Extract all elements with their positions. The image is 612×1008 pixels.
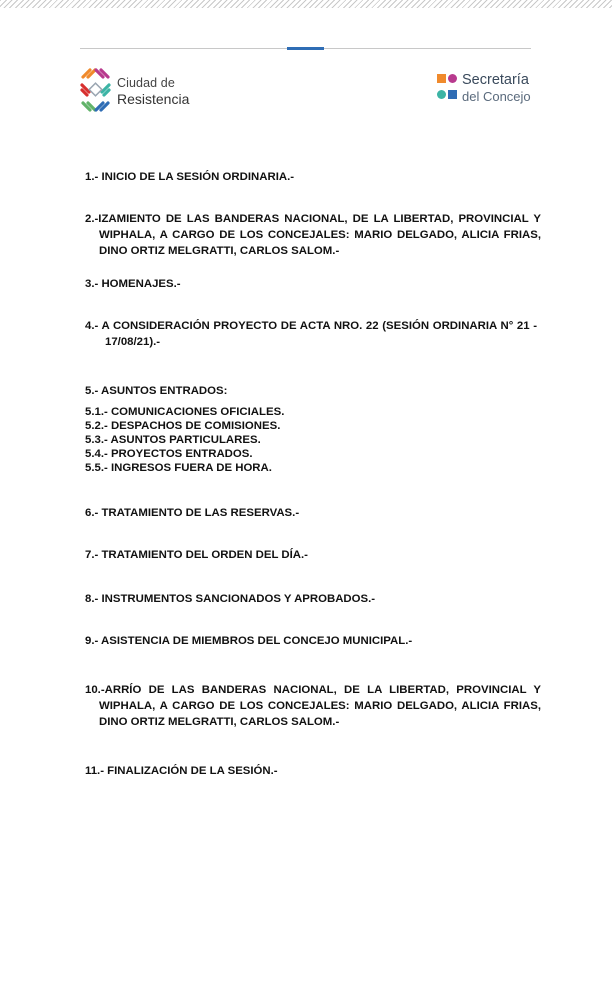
secretaria-del-concejo-logo	[436, 72, 536, 108]
ciudad-logo-line2: Resistencia	[117, 91, 190, 107]
agenda-item-11: 11.- FINALIZACIÓN DE LA SESIÓN.-	[85, 765, 278, 777]
ciudad-de-resistencia-logo	[80, 68, 200, 114]
secretaria-logo-mark-icon	[436, 72, 458, 106]
agenda-subitem-5-5: 5.5.- INGRESOS FUERA DE HORA.	[85, 462, 272, 474]
agenda-subitem-5-3: 5.3.- ASUNTOS PARTICULARES.	[85, 434, 261, 446]
agenda-item-8: 8.- INSTRUMENTOS SANCIONADOS Y APROBADOS.-	[85, 593, 376, 605]
ciudad-logo-mark-icon	[80, 68, 111, 112]
agenda-item-1: 1.- INICIO DE LA SESIÓN ORDINARIA.-	[85, 171, 295, 183]
header-rule-accent	[287, 47, 324, 50]
secretaria-logo-line2: del Concejo	[462, 89, 531, 104]
agenda-item-6: 6.- TRATAMIENTO DE LAS RESERVAS.-	[85, 507, 300, 519]
secretaria-logo-line1: Secretaría	[462, 72, 529, 88]
agenda-item-3: 3.- HOMENAJES.-	[85, 278, 181, 290]
agenda-item-9: 9.- ASISTENCIA DE MIEMBROS DEL CONCEJO MUNICIPAL.-	[85, 635, 413, 647]
ciudad-logo-line1: Ciudad de	[117, 76, 175, 90]
agenda-item-4: 4.- A CONSIDERACIÓN PROYECTO DE ACTA NRO. 22 (SESIÓN ORDINARIA N° 21 - 17/08/21).-	[85, 320, 537, 348]
agenda-item-2: 2.-IZAMIENTO DE LAS BANDERAS NACIONAL, DE LA LIBERTAD, PROVINCIAL Y WIPHALA, A CARGO DE LOS CONCEJALES: MARIO DELGADO, ALICIA FRIAS, DINO ORTIZ MELGRATTI, CARLOS SALOM.-	[85, 213, 541, 257]
agenda-item-10: 10.-ARRÍO DE LAS BANDERAS NACIONAL, DE LA LIBERTAD, PROVINCIAL Y WIPHALA, A CARGO DE LOS CONCEJALES: MARIO DELGADO, ALICIA FRIAS, DINO ORTIZ MELGRATTI, CARLOS SALOM.-	[85, 684, 541, 728]
agenda-subitem-5-4: 5.4.- PROYECTOS ENTRADOS.	[85, 448, 253, 460]
agenda-item-5: 5.- ASUNTOS ENTRADOS:	[85, 385, 228, 397]
agenda-subitem-5-2: 5.2.- DESPACHOS DE COMISIONES.	[85, 420, 281, 432]
top-hatch-decoration	[0, 0, 612, 8]
agenda-item-7: 7.- TRATAMIENTO DEL ORDEN DEL DÍA.-	[85, 549, 308, 561]
agenda-subitem-5-1: 5.1.- COMUNICACIONES OFICIALES.	[85, 406, 285, 418]
